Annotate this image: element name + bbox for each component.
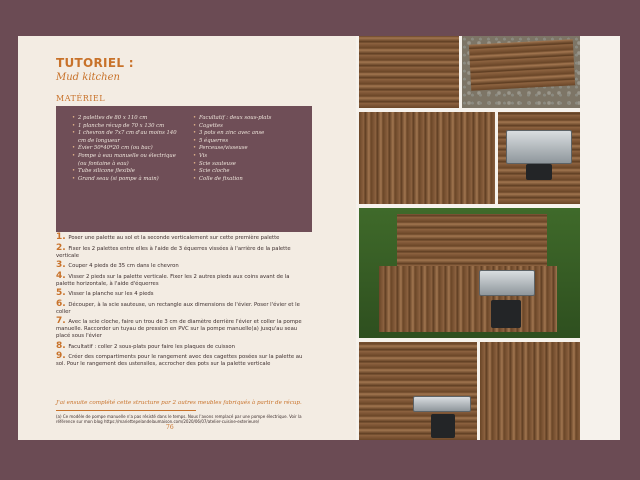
material-item: • Vis (193, 153, 302, 161)
photo-pallet-frame (359, 112, 495, 204)
materials-list-right (193, 115, 302, 226)
step-text: Visser la planche sur les 4 pieds (68, 291, 154, 297)
step-number: 9. (56, 351, 66, 361)
step-text: Fixer les 2 palettes entre elles à l'aide de 3 équerres vissées à l'arrière de la palette verticale (56, 245, 291, 259)
step-number: 5. (56, 288, 66, 298)
outro-text: J'ai ensuite complété cette structure par 2 autres meubles fabriqués à partir de récup. (56, 400, 302, 406)
step-item (56, 340, 306, 351)
sink-drain-shape (526, 164, 552, 180)
material-item: • Perceuse/visseuse (193, 145, 302, 153)
kitchen-sink (479, 270, 535, 296)
material-item: • Colle de fixation (193, 176, 302, 184)
step-text: Facultatif : coller 2 sous-plats pour faire les plaques de cuisson (68, 343, 235, 350)
photo-storage-furniture (480, 342, 580, 440)
material-item: • Évier 50*40*20 cm (ou bac) (72, 145, 181, 153)
step-item (56, 318, 306, 340)
step-item (56, 290, 306, 298)
footnote-divider (56, 410, 196, 411)
photo-mud-kitchen (359, 208, 580, 338)
step-text: Visser 2 pieds sur la palette verticale. Fixer les 2 autres pieds aux coins avant de la palette horizontale, à l'aide d'équerres (56, 273, 290, 287)
page-title: TUTORIEL : (56, 56, 134, 70)
material-item: • Scie sauteuse (193, 161, 302, 169)
title-block (56, 56, 134, 83)
step-number: 1. (56, 232, 66, 242)
photo-pallet-stack (359, 36, 459, 108)
page-subtitle: Mud kitchen (56, 72, 120, 83)
step-number: 6. (56, 298, 66, 309)
step-item (56, 262, 306, 270)
photo-kitchen-front (359, 342, 477, 440)
page-number: 76 (166, 424, 174, 431)
step-item (56, 234, 306, 242)
book-spread (18, 36, 620, 440)
step-number: 8. (56, 340, 66, 351)
kitchen-backboard (397, 214, 547, 270)
left-page (18, 36, 356, 440)
materials-panel (56, 106, 312, 232)
material-item: • 3 pots en zinc avec anse (193, 130, 302, 138)
footnote: (a) Ce modèle de pompe manuelle n'a pas résisté dans le temps. Nous l'avons remplacé par une pompe électrique. Voir la référence sur mon blog https://mariettepelandelaumaison.com/2020/06/07/atelier-cuisine-exterieure/ (56, 414, 302, 424)
step-number: 7. (56, 316, 66, 326)
steps-list (56, 234, 306, 371)
photo-pallet-gravel (462, 36, 580, 108)
right-page (356, 36, 620, 440)
material-item: • Pompe à eau manuelle ou électrique (ou fontaine à eau) (72, 153, 181, 168)
material-item: • Tube silicone flexible (72, 168, 181, 176)
materials-heading: MATÉRIEL (56, 94, 106, 103)
step-text: Créer des compartiments pour le rangement avec des cagettes posées sur la palette au sol. Pour le rangement des ustensiles, accrocher des pots sur la palette verticale (56, 354, 303, 367)
front-sink (413, 396, 471, 412)
material-item: • Facultatif : deux sous-plats (193, 115, 302, 123)
material-item: • 2 palettes de 80 x 110 cm (72, 115, 181, 123)
step-item (56, 242, 306, 260)
material-item: • Grand seau (si pompe à main) (72, 176, 181, 184)
materials-list-left (72, 115, 181, 226)
step-item (56, 270, 306, 288)
step-number: 2. (56, 242, 66, 253)
material-item: • 5 équerres (193, 138, 302, 146)
material-item: • 1 chevron de 7x7 cm d'au moins 140 cm de longueur (72, 130, 181, 145)
material-item: • Scie cloche (193, 168, 302, 176)
step-item (56, 298, 306, 316)
sink-shape (506, 130, 572, 164)
front-bucket (431, 414, 455, 438)
material-item: • Cagettes (193, 123, 302, 131)
step-number: 3. (56, 260, 66, 270)
kitchen-bucket (491, 300, 521, 328)
step-text: Découper, à la scie sauteuse, un rectangle aux dimensions de l'évier. Poser l'évier et le coller (56, 301, 300, 315)
step-text: Couper 4 pieds de 35 cm dans le chevron (68, 263, 179, 269)
photo-sink-closeup (498, 112, 580, 204)
step-item (56, 353, 306, 368)
step-number: 4. (56, 270, 66, 281)
step-text: Poser une palette au sol et la seconde verticalement sur cette première palette (68, 235, 280, 241)
material-item: • 1 planche récup de 70 x 130 cm (72, 123, 181, 131)
step-text: Avec la scie cloche, faire un trou de 3 cm de diamètre derrière l'évier et coller la pompe manuelle. Raccorder un tuyau de pression en PVC sur la pompe manuelle(a) jusqu'au seau placé sous l'évier (56, 319, 302, 339)
pallet-shape (469, 39, 575, 90)
